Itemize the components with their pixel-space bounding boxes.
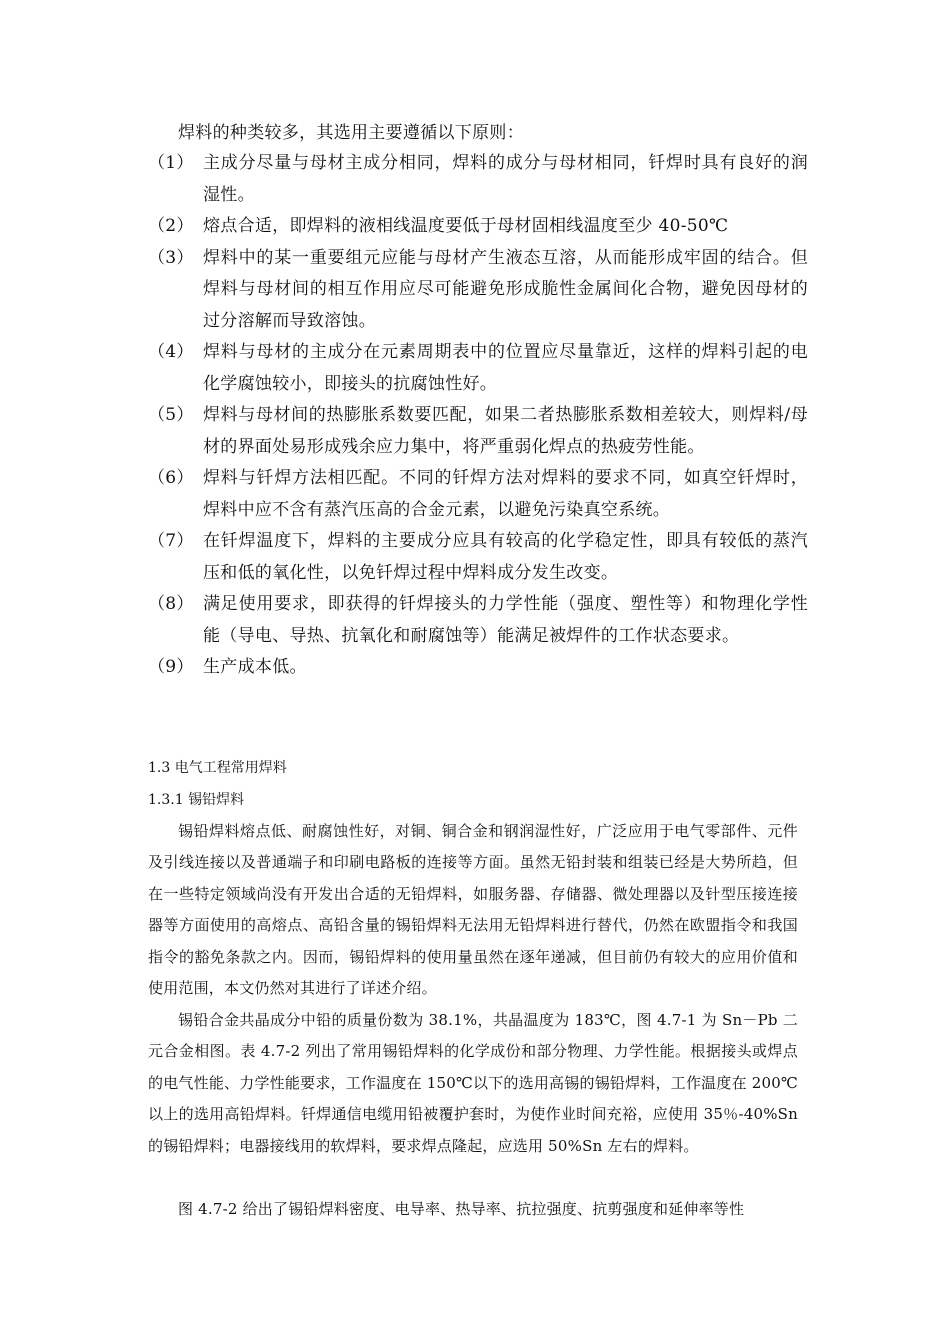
item-number: （4） [148,342,194,362]
item-text: 焊料与钎焊方法相匹配。不同的钎焊方法对焊料的要求不同，如真空钎焊时，焊料中应不含有蒸汽压高的合金元素，以避免污染真空系统。 [203,468,808,520]
list-item [148,211,808,243]
item-number: （2） [148,216,194,236]
section-heading: 1.3 电气工程常用焊料 [148,760,287,776]
list-item [148,589,808,652]
item-number: （7） [148,531,194,551]
item-number: （1） [148,153,194,173]
item-text: 焊料与母材间的热膨胀系数要匹配，如果二者热膨胀系数相差较大，则焊料/母材的界面处易形成残余应力集中，将严重弱化焊点的热疲劳性能。 [203,405,808,457]
list-item [148,148,808,211]
item-number: （8） [148,594,194,614]
subsection-heading: 1.3.1 锡铅焊料 [148,792,245,808]
item-text: 焊料中的某一重要组元应能与母材产生液态互溶，从而能形成牢固的结合。但焊料与母材间的相互作用应尽可能避免形成脆性金属间化合物，避免因母材的过分溶解而导致溶蚀。 [203,247,808,331]
list-item [148,526,808,589]
list-item [148,400,808,463]
item-text: 满足使用要求，即获得的钎焊接头的力学性能（强度、塑性等）和物理化学性能（导电、导热、抗氧化和耐腐蚀等）能满足被焊件的工作状态要求。 [203,594,808,646]
item-number: （5） [148,405,194,425]
list-item [148,337,808,400]
list-item [148,652,808,684]
paragraph-figure-ref: 图 4.7-2 给出了锡铅焊料密度、电导率、热导率、抗拉强度、抗剪强度和延伸率等性 [178,1200,745,1218]
item-number: （3） [148,247,194,268]
principles-list [148,148,808,684]
item-number: （9） [148,657,194,677]
item-text: 主成分尽量与母材主成分相同，焊料的成分与母材相同，钎焊时具有良好的润湿性。 [203,153,808,205]
item-text: 生产成本低。 [203,657,307,677]
list-item [148,243,808,338]
item-text: 在钎焊温度下，焊料的主要成分应具有较高的化学稳定性，即具有较低的蒸汽压和低的氧化性，以免钎焊过程中焊料成分发生改变。 [203,531,808,583]
item-text: 熔点合适，即焊料的液相线温度要低于母材固相线温度至少 40-50℃ [203,216,729,236]
paragraph-eutectic: 锡铅合金共晶成分中铅的质量份数为 38.1%，共晶温度为 183℃，图 4.7-1 为 Sn－Pb 二元合金相图。表 4.7-2 列出了常用锡铅焊料的化学成份和部分物理、力学性能。根据接头或焊点的电气性能、力学性能要求，工作温度在 150℃以下的选用高锡的锡铅焊料，工作温度在 200℃以上的选用高铅焊料。钎焊通信电缆用铅被覆护套时，为使作业时间充裕，应使用 35％-40%Sn 的锡铅焊料；电器接线用的软焊料，要求焊点隆起，应选用 50%Sn 左右的焊料。 [148,1011,798,1155]
paragraph-tin-lead-intro: 锡铅焊料熔点低、耐腐蚀性好，对铜、铜合金和钢润湿性好，广泛应用于电气零部件、元件及引线连接以及普通端子和印刷电路板的连接等方面。虽然无铅封装和组装已经是大势所趋，但在一些特定领域尚没有开发出合适的无铅焊料，如服务器、存储器、微处理器以及针型压接连接器等方面使用的高熔点、高铅含量的锡铅焊料无法用无铅焊料进行替代，仍然在欧盟指令和我国指令的豁免条款之内。因而，锡铅焊料的使用量虽然在逐年递减，但目前仍有较大的应用价值和使用范围，本文仍然对其进行了详述介绍。 [148,822,798,998]
item-text: 焊料与母材的主成分在元素周期表中的位置应尽量靠近，这样的焊料引起的电化学腐蚀较小，即接头的抗腐蚀性好。 [203,342,808,394]
list-item [148,463,808,526]
intro-line: 焊料的种类较多，其选用主要遵循以下原则： [178,123,524,143]
item-number: （6） [148,468,194,488]
